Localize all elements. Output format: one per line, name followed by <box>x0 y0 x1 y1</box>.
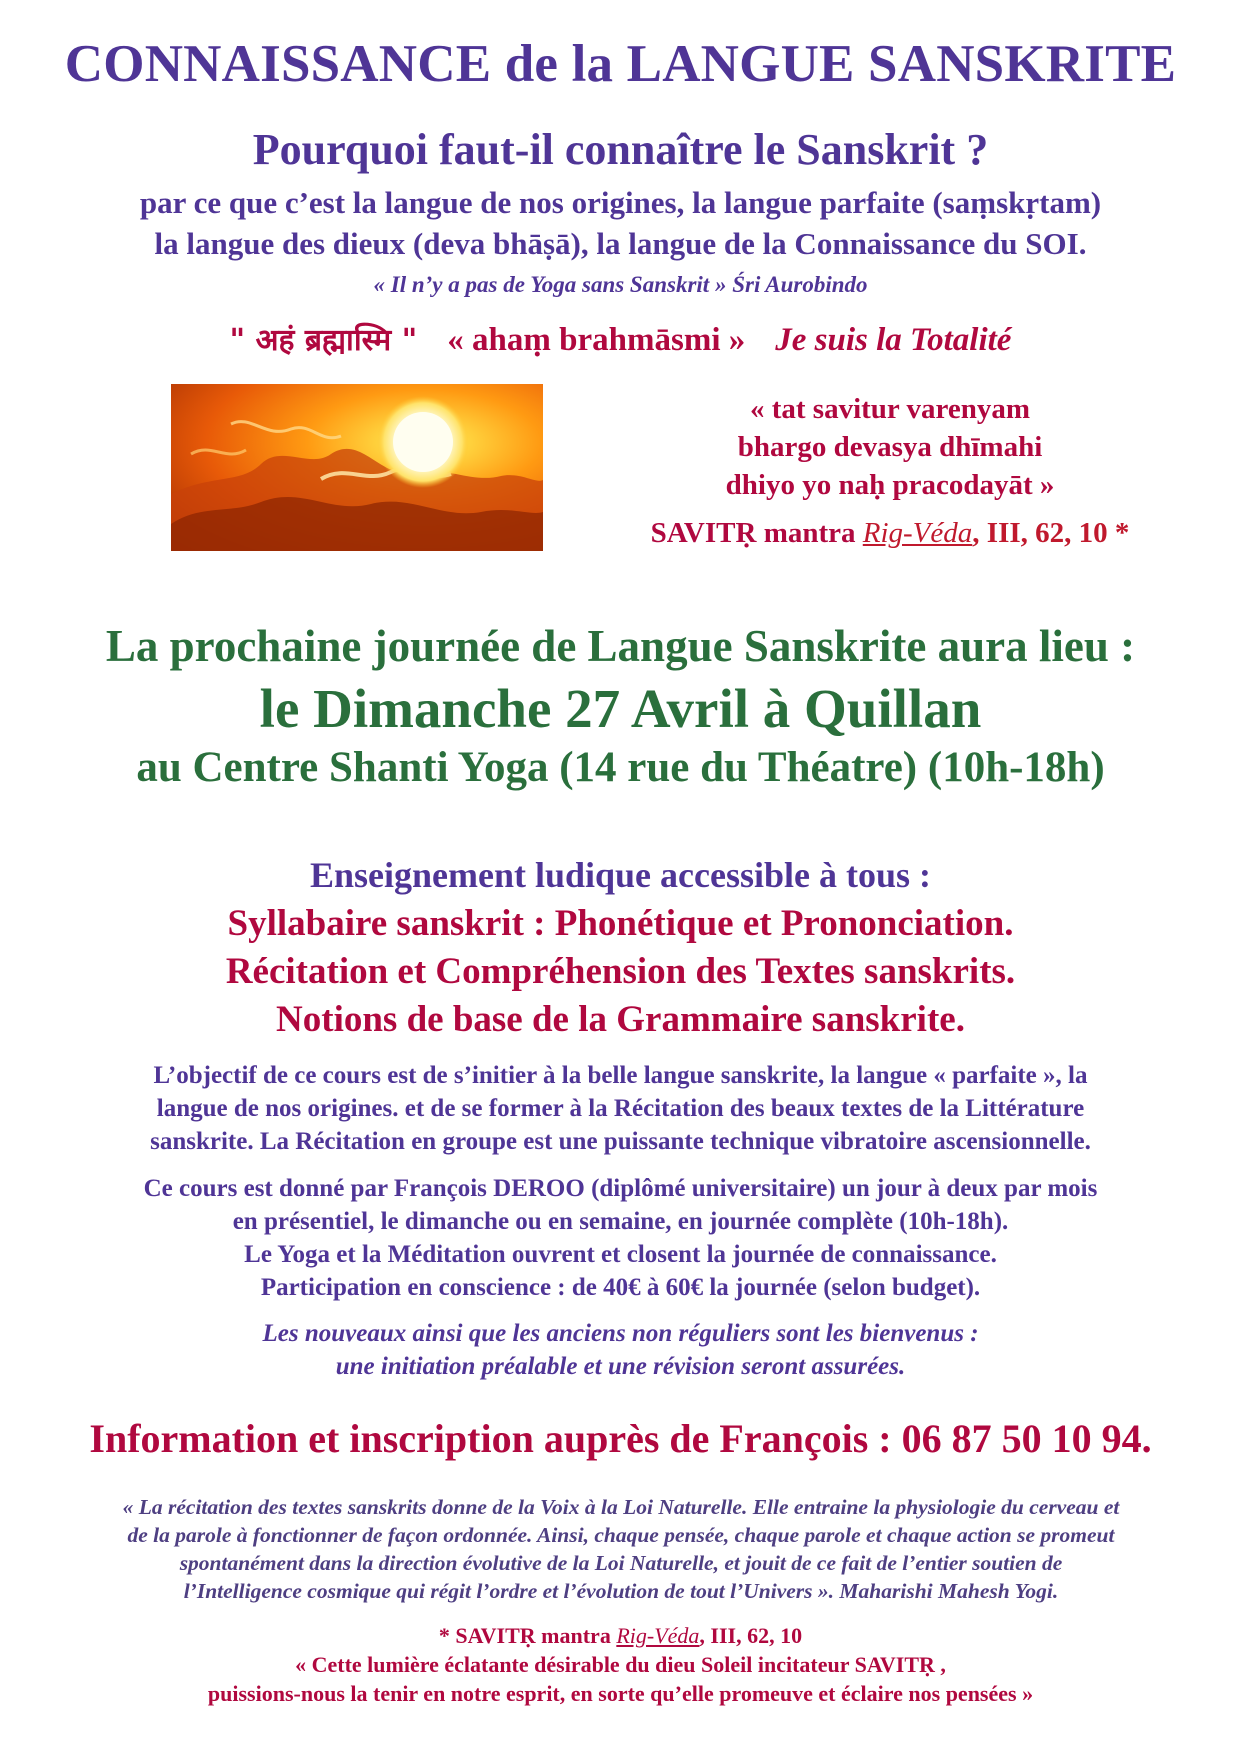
footnote-line-2: « Cette lumière éclatante désirable du dieu Soleil incitateur SAVITṚ , <box>295 1652 946 1677</box>
page-title: CONNAISSANCE de la LANGUE SANSKRITE <box>64 35 1177 93</box>
course-line-2: en présentiel, le dimanche ou en semaine, en journée complète (10h-18h). <box>232 1208 1009 1235</box>
mantra-line-1: « tat savitur varenyam <box>749 393 1031 425</box>
quote-line-4: l’Intelligence cosmique qui régit l’ordre et l’évolution de tout l’Univers ». Maharishi Mahesh Yogi. <box>183 1579 1059 1603</box>
quote-line-3: spontanément dans la direction évolutive de la Loi Naturelle, et jouit de ce fait de l’entier soutien de <box>179 1551 1063 1575</box>
footnote <box>0 1621 1241 1708</box>
savitr-mantra <box>590 390 1190 552</box>
question-heading: Pourquoi faut-il connaître le Sanskrit ? <box>252 125 989 174</box>
translation-text: Je suis la Totalité <box>775 322 1012 358</box>
quote-line-1: « La récitation des textes sanskrits donne de la Voix à la Loi Naturelle. Elle entraine la physiologie du cerveau et <box>122 1495 1120 1519</box>
aham-brahmasmi-line <box>0 318 1241 359</box>
footnote-line-3: puissions-nous la tenir en notre esprit, en sorte qu’elle promeuve et éclaire nos pensées » <box>207 1681 1034 1706</box>
mantra-line-2: bhargo devasya dhīmahi <box>737 431 1043 463</box>
event-place: au Centre Shanti Yoga (14 rue du Théatre) (10h-18h) <box>136 744 1105 791</box>
objective-line-3: sanskrite. La Récitation en groupe est une puissante technique vibratoire ascensionnelle. <box>150 1128 1091 1155</box>
devanagari-text: " अहं ब्रह्मास्मि " <box>229 323 418 358</box>
objective-line-1: L’objectif de ce cours est de s’initier à la belle langue sanskrite, la langue « parfaite », la <box>153 1062 1088 1089</box>
newcomers-line-2: une initiation préalable et une révision seront assurées. <box>335 1353 906 1380</box>
aurobindo-quote: « Il n’y a pas de Yoga sans Sanskrit » Śri Aurobindo <box>373 272 868 297</box>
event-date: le Dimanche 27 Avril à Quillan <box>259 678 982 739</box>
mantra-ref-prefix: SAVITṚ mantra <box>650 517 863 549</box>
contact-info: Information et inscription auprès de François : 06 87 50 10 94. <box>89 1416 1152 1461</box>
objective-line-2: langue de nos origines. et de se former à la Récitation des beaux textes de la Littérature <box>156 1095 1085 1122</box>
maharishi-quote <box>36 1493 1206 1605</box>
teaching-item-1: Syllabaire sanskrit : Phonétique et Prononciation. <box>227 903 1014 944</box>
mantra-reference <box>590 514 1190 552</box>
mantra-line-3: dhiyo yo naḥ pracodayāt » <box>725 469 1055 501</box>
teaching-item-2: Récitation et Compréhension des Textes sanskrits. <box>225 951 1016 992</box>
answer-line-1: par ce que c’est la langue de nos origines, la langue parfaite (saṃskṛtam) <box>139 185 1102 220</box>
teaching-title: Enseignement ludique accessible à tous : <box>309 855 932 895</box>
footnote-suffix: , III, 62, 10 <box>699 1623 803 1648</box>
footnote-rig-veda-link[interactable]: Rig-Véda <box>616 1623 700 1648</box>
answer-line-2: la langue des dieux (deva bhāṣā), la langue de la Connaissance du SOI. <box>154 226 1087 261</box>
objective-paragraph <box>40 1059 1201 1158</box>
mantra-ref-suffix: , III, 62, 10 * <box>972 517 1130 549</box>
newcomers-line-1: Les nouveaux ainsi que les anciens non réguliers sont les bienvenus : <box>262 1320 979 1347</box>
footnote-prefix: * SAVITṚ mantra <box>438 1623 617 1648</box>
rig-veda-link[interactable]: Rig-Véda <box>862 517 973 549</box>
transliteration-text: « ahaṃ brahmāsmi » <box>447 322 746 358</box>
teaching-item-3: Notions de base de la Grammaire sanskrite. <box>276 999 965 1040</box>
course-paragraph <box>40 1172 1201 1304</box>
footnote-ref <box>0 1621 1241 1650</box>
next-session-heading: La prochaine journée de Langue Sanskrite aura lieu : <box>105 621 1136 671</box>
quote-line-2: de la parole à fonctionner de façon ordonnée. Ainsi, chaque pensée, chaque parole et chaque action se promeut <box>127 1523 1115 1547</box>
course-line-4: Participation en conscience : de 40€ à 60€ la journée (selon budget). <box>260 1274 981 1301</box>
course-line-1: Ce cours est donné par François DEROO (diplômé universitaire) un jour à deux par mois <box>143 1175 1098 1202</box>
sun-clouds-image <box>171 384 543 551</box>
course-line-3: Le Yoga et la Méditation ouvrent et closent la journée de connaissance. <box>244 1241 997 1268</box>
newcomers-paragraph <box>40 1317 1201 1383</box>
